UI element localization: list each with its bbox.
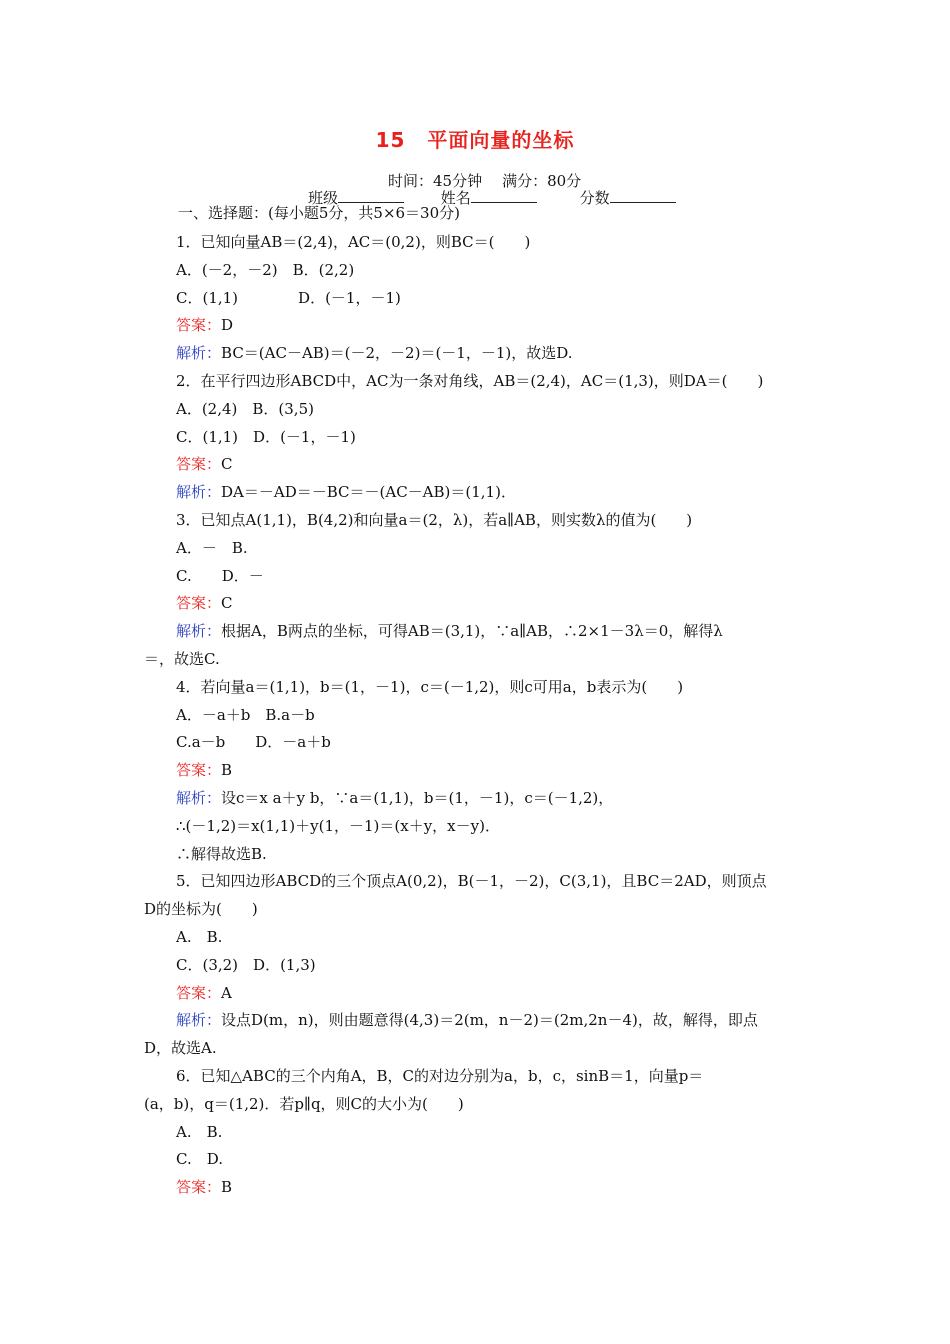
answer-label: 答案： [176,316,222,335]
explanation-label: 解析： [176,622,222,641]
question-line: C. D. [176,1150,223,1169]
explanation-label: 解析： [176,1011,222,1030]
answer-label: 答案： [176,594,222,613]
question-line: A．－ B. [176,538,248,557]
lesson-number: 15 [375,128,406,152]
question-line: ＝，故选C. [144,650,220,668]
lesson-title: 平面向量的坐标 [427,128,575,152]
name-blank [471,189,537,203]
answer-value: D [221,316,234,335]
name-label: 姓名 [440,189,471,207]
answer-label: 答案： [176,455,222,474]
question-line: (a，b)，q＝(1,2)．若p∥q，则C的大小为( ) [144,1094,464,1113]
score-label: 分数 [579,189,610,207]
answer-value: B [221,761,233,780]
explanation-text: BC＝(AC－AB)＝(－2，－2)＝(－1，－1)，故选D. [221,344,573,363]
question-line: ∴解得故选B. [176,844,267,863]
question-line: A. B. [176,1122,223,1141]
question-line: D，故选A. [144,1039,217,1058]
answer-line [176,593,233,613]
answer-label: 答案： [176,761,222,780]
score-blank [610,189,676,203]
question-line: C．(3,2) D．(1,3) [176,955,316,974]
answer-line [176,315,233,335]
question-line: C．(1,1) D．(－1，－1) [176,288,401,307]
section-heading: 一、选择题：(每小题5分，共5×6＝30分) [178,204,460,222]
answer-line [176,983,232,1003]
full-score: 满分：80分 [502,172,582,190]
class-label: 班级 [308,189,339,207]
question-stem: 5．已知四边形ABCD的三个顶点A(0,2)，B(－1，－2)，C(3,1)，且BC＝2AD，则顶点 [176,872,767,891]
answer-label: 答案： [176,983,222,1002]
explanation-label: 解析： [176,483,222,502]
time-limit: 时间：45分钟 [388,172,483,190]
answer-line [176,1177,232,1197]
explanation-label: 解析： [176,789,222,807]
question-line: C．(1,1) D．(－1，－1) [176,427,356,446]
answer-value: B [221,1178,233,1197]
question-line: D的坐标为( ) [144,900,258,919]
question-stem: 2．在平行四边形ABCD中，AC为一条对角线，AB＝(2,4)，AC＝(1,3)，则DA＝( ) [176,372,764,390]
question-stem: 4．若向量a＝(1,1)，b＝(1，－1)，c＝(－1,2)，则c可用a，b表示为( ) [176,677,684,696]
answer-label: 答案： [176,1178,222,1197]
explanation-text: 根据A，B两点的坐标，可得AB＝(3,1)，∵a∥AB，∴2×1－3λ＝0，解得λ [221,622,723,641]
explanation-line [176,482,516,502]
explanation-line [176,343,573,363]
question-line: A．(2,4) B．(3,5) [176,399,314,418]
answer-value: A [221,983,232,1002]
explanation-text: 设点D(m，n)，则由题意得(4,3)＝2(m，n－2)＝(2m,2n－4)，故，解得，即点 [221,1011,758,1030]
question-stem: 6．已知△ABC的三个内角A，B，C的对边分别为a，b，c，sinB＝1，向量p＝ [176,1067,704,1085]
question-stem: 1．已知向量AB＝(2,4)，AC＝(0,2)，则BC＝( ) [176,233,531,251]
question-line: C.a－b D．－a＋b [176,733,331,752]
question-line: A. B. [176,928,223,946]
class-blank [338,189,404,203]
explanation-text: DA＝－AD＝－BC＝－(AC－AB)＝(1,1)． [221,483,516,502]
explanation-line [176,788,613,808]
answer-value: C [221,594,233,613]
question-line: A．(－2，－2) B．(2,2) [176,260,355,279]
answer-value: C [221,455,233,474]
question-line: C. D．－ [176,566,264,585]
question-line: ∴(－1,2)＝x(1,1)＋y(1，－1)＝(x＋y，x－y)． [176,816,500,835]
answer-line [176,760,232,780]
question-stem: 3．已知点A(1,1)，B(4,2)和向量a＝(2，λ)，若a∥AB，则实数λ的值为( ) [176,511,693,529]
explanation-label: 解析： [176,344,222,363]
explanation-line [176,1010,758,1030]
explanation-line [176,621,723,641]
question-line: A．－a＋b B.a－b [176,705,315,724]
page-title [0,124,950,153]
answer-line [176,454,233,474]
explanation-text: 设c＝x a＋y b，∵a＝(1,1)，b＝(1，－1)，c＝(－1,2)， [221,789,614,807]
